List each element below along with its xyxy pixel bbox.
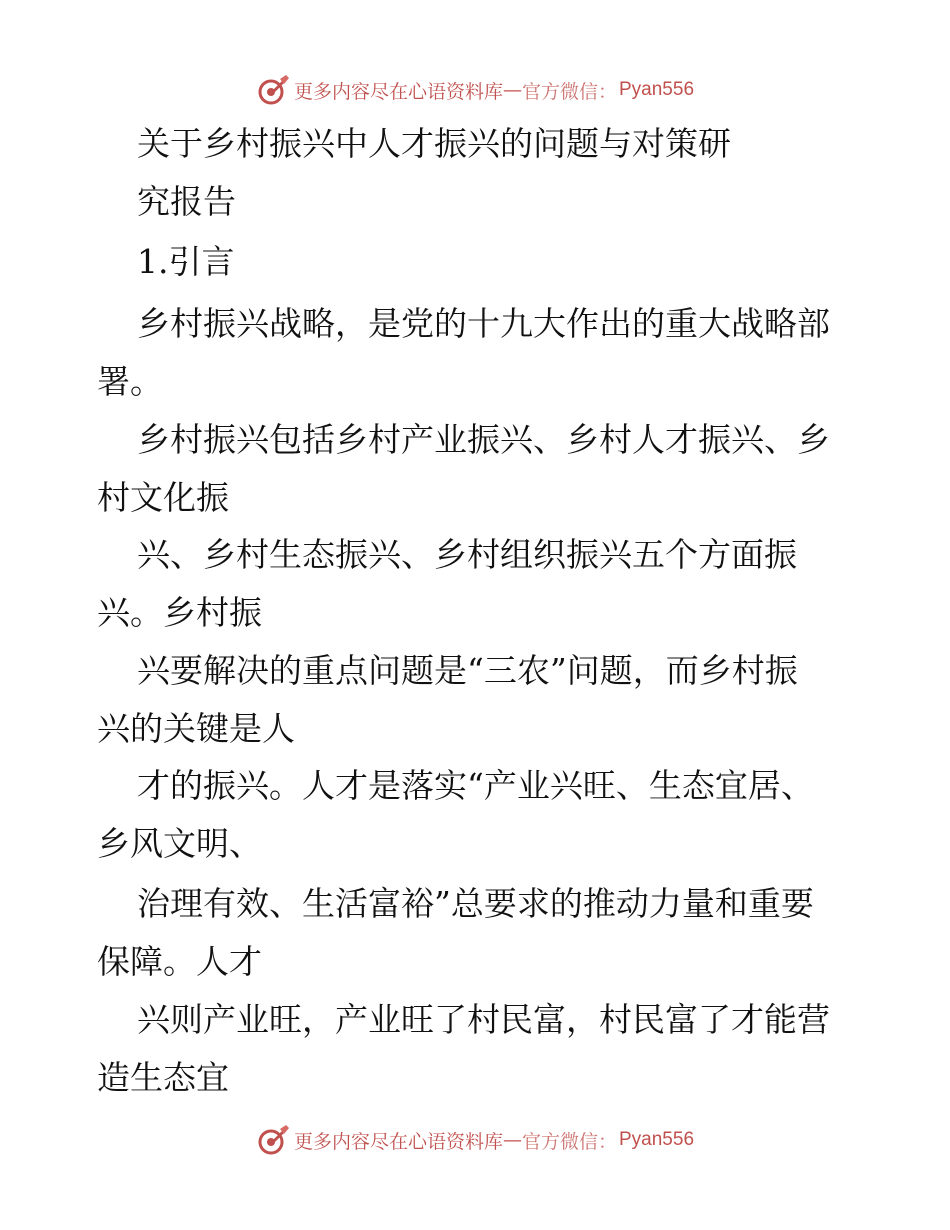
wechat-id: Pyan556	[619, 79, 695, 100]
title-line-2: 究报告	[137, 182, 236, 221]
section-heading: 1.引言	[137, 242, 235, 281]
paragraph-line: 兴要解决的重点问题是“三农”问题，而乡村振	[137, 651, 798, 690]
paragraph-line: 造生态宜	[97, 1058, 229, 1097]
wechat-label: 官方微信：	[521, 1130, 617, 1153]
watermark-text: 更多内容尽在心语资料库	[293, 80, 503, 103]
watermark-text: 更多内容尽在心语资料库	[293, 1130, 503, 1153]
wechat-id: Pyan556	[619, 1129, 695, 1150]
title-line-1: 关于乡村振兴中人才振兴的问题与对策研	[137, 124, 731, 163]
paragraph-line: 村文化振	[97, 478, 229, 517]
paragraph-line: 保障。人才	[97, 942, 262, 981]
paragraph-line: 乡村振兴战略，是党的十九大作出的重大战略部	[137, 304, 830, 343]
paragraph-line: 才的振兴。人才是落实“产业兴旺、生态宜居、	[137, 766, 814, 805]
paragraph-line: 乡风文明、	[97, 824, 262, 863]
footer-watermark	[0, 1120, 950, 1160]
watermark-separator: —	[502, 1129, 522, 1151]
paragraph-line: 署。	[97, 362, 163, 401]
paragraph-line: 兴、乡村生态振兴、乡村组织振兴五个方面振	[137, 535, 797, 574]
paragraph-line: 乡村振兴包括乡村产业振兴、乡村人才振兴、乡	[137, 420, 830, 459]
paragraph-line: 兴。乡村振	[97, 593, 262, 632]
header-watermark	[0, 70, 950, 110]
quill-logo-icon	[256, 73, 290, 107]
watermark-separator: —	[502, 79, 522, 101]
paragraph-line: 治理有效、生活富裕”总要求的推动力量和重要	[137, 884, 814, 923]
paragraph-line: 兴的关键是人	[97, 709, 295, 748]
paragraph-line: 兴则产业旺，产业旺了村民富，村民富了才能营	[137, 1000, 830, 1039]
quill-logo-icon	[256, 1123, 290, 1157]
wechat-label: 官方微信：	[521, 80, 617, 103]
